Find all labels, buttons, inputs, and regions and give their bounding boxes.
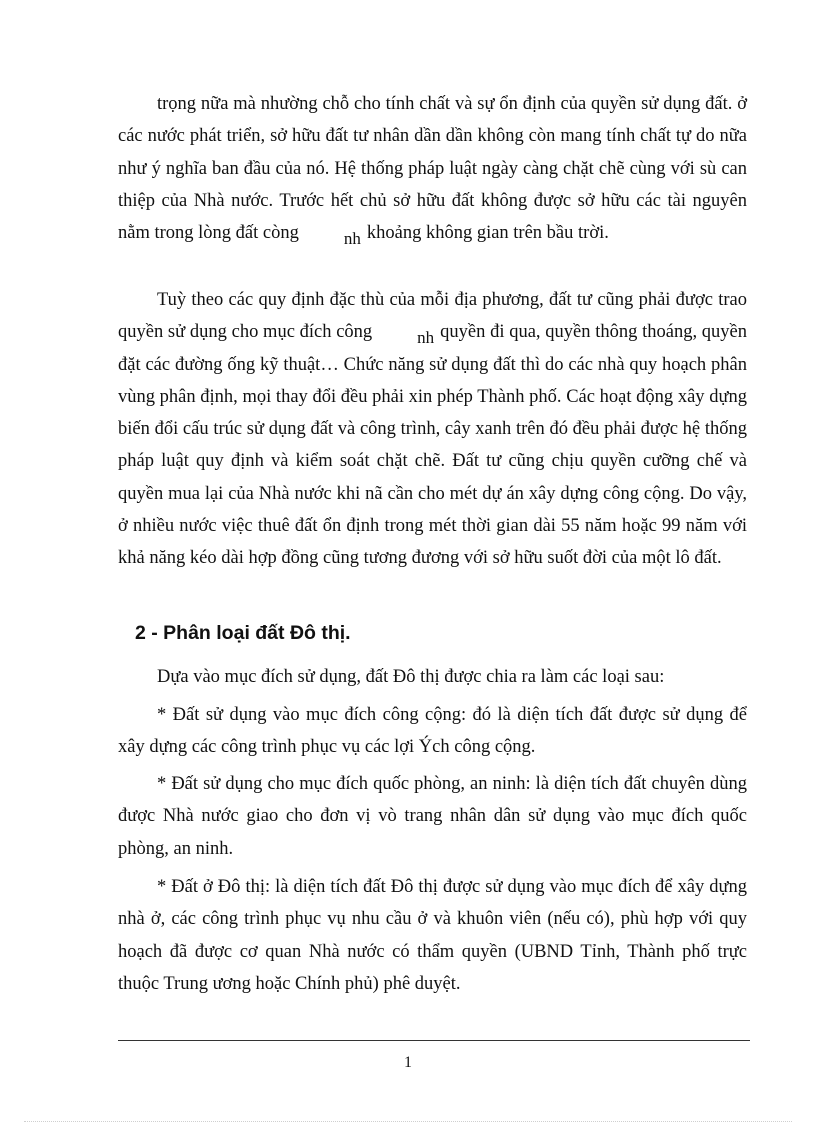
paragraph-text-part: trọng nữa mà nhường chỗ cho tính chất và sự ổn định của quyền sử dụng đất. ở các nước phát triển, sở hữu đất tư nhân dần dần không còn mang tính chất tự do nữa như ý nghĩa ban đầu của nó. Hệ thống pháp luật ngày càng chặt chẽ cùng với sù can thiệp của Nhà nước. Trước hết chủ sở hữu đất không được sở hữu các tài nguyên nằm trong lòng đất còng [118, 94, 747, 244]
paragraph-text-part: Tuỳ theo các quy định đặc thù của mỗi địa phương, đất tư cũng phải được trao quyền sử dụng cho mục đích công [118, 290, 747, 343]
footer-divider [118, 1040, 750, 1041]
paragraph-defense-land [118, 768, 747, 865]
paragraph-public-land [118, 699, 747, 764]
paragraph-intro [118, 661, 747, 693]
paragraph-continuation [118, 88, 747, 249]
page-number: 1 [404, 1054, 412, 1071]
paragraph-text [118, 284, 747, 575]
paragraph-text-part: quyền đi qua, quyền thông thoáng, quyền đặt các đường ống kỹ thuật… Chức năng sử dụng đất thì do các nhà quy hoạch phân vùng phân định, mọi thay đổi đều phải xin phép Thành phố. Các hoạt động xây dựng biến đổi cấu trúc sử dụng đất và công trình, cây xanh trên đó đều phải được hệ thống pháp luật quy định và kiểm soát chặt chẽ. Đất tư cũng chịu quyền cưỡng chế và quyền mua lại của Nhà nước khi nã cần cho mét dự án xây dựng công cộng. Do vậy, ở nhiều nước việc thuê đất ổn định trong mét thời gian dài 55 năm hoặc 99 năm với khả năng kéo dài hợp đồng cũng tương đương với sở hữu suốt đời của một lô đất. [118, 322, 747, 569]
section-heading: 2 - Phân loại đất Đô thị. [135, 622, 351, 644]
page-bottom-border [24, 1121, 792, 1122]
paragraph-land-use-rights [118, 284, 747, 575]
paragraph-text: * Đất ở Đô thị: là diện tích đất Đô thị được sử dụng vào mục đích để xây dựng nhà ở, các công trình phục vụ nhu cầu ở và khuôn viên (nếu có), phù hợp với quy hoạch đã được cơ quan Nhà nước có thẩm quyền (UBND Tỉnh, Thành phố trực thuộc Trung ương hoặc Chính phủ) phê duyệt. [118, 877, 747, 994]
paragraph-text: * Đất sử dụng vào mục đích công cộng: đó là diện tích đất được sử dụng để xây dựng các công trình phục vụ các lợi Ých công cộng. [118, 705, 747, 758]
paragraph-text: Dựa vào mục đích sử dụng, đất Đô thị được chia ra làm các loại sau: [157, 667, 665, 687]
subscript-fragment: nh [343, 229, 361, 249]
paragraph-residential-land [118, 871, 747, 1000]
paragraph-text [118, 88, 747, 249]
paragraph-text-part: khoảng không gian trên bầu trời. [366, 223, 609, 244]
subscript-fragment: nh [417, 328, 435, 348]
paragraph-text: * Đất sử dụng cho mục đích quốc phòng, an ninh: là diện tích đất chuyên dùng được Nhà nước giao cho đơn vị vò trang nhân dân sử dụng vào mục đích quốc phòng, an ninh. [118, 774, 747, 859]
